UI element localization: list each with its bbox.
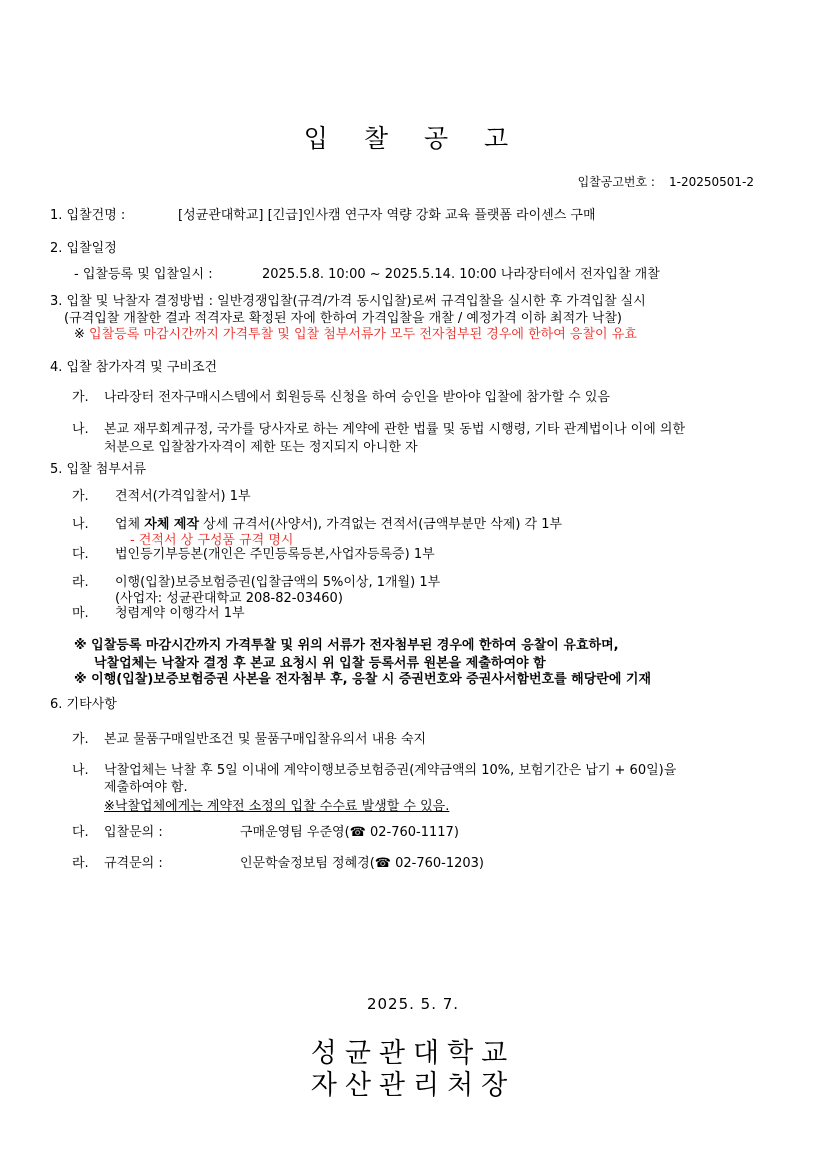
notice-number-value: 1-20250501-2 xyxy=(668,175,754,189)
section6-d-value: 인문학술정보팀 정혜경(☎ 02-760-1203) xyxy=(240,856,485,871)
section5-c-text: 법인등기부등본(개인은 주민등록등본,사업자등록증) 1부 xyxy=(115,547,435,562)
section6-b-label: 나. xyxy=(72,763,89,778)
section5-b-post: 상세 규격서(사양서), 가격없는 견적서(금액부분만 삭제) 각 1부 xyxy=(203,517,563,532)
section4-b-label: 나. xyxy=(72,422,89,437)
section6-a-text: 본교 물품구매일반조건 및 물품구매입찰유의서 내용 숙지 xyxy=(104,732,427,747)
section2-line-label: - 입찰등록 및 입찰일시 : xyxy=(74,267,213,282)
section5-b-pre: 업체 xyxy=(115,517,141,532)
section6-a-label: 가. xyxy=(72,732,89,747)
section6-b-text1: 낙찰업체는 낙찰 후 5일 이내에 계약이행보증보험증권(계약금액의 10%, 보험기간은 납기 + 60일)을 xyxy=(104,763,677,778)
note-mark: ※ xyxy=(74,327,85,342)
section3-note-text: 입찰등록 마감시간까지 가격투찰 및 입찰 첨부서류가 모두 전자첨부된 경우에 한하여 응찰이 유효 xyxy=(89,327,637,342)
section5-note2: 낙찰업체는 낙찰자 결정 후 본교 요청시 위 입찰 등록서류 원본을 제출하여야 함 xyxy=(94,656,546,671)
section3-note xyxy=(74,327,637,343)
section5-b-red-note: - 견적서 상 구성품 규격 명시 xyxy=(130,533,294,548)
section5-a-text: 견적서(가격입찰서) 1부 xyxy=(115,489,251,504)
section4-b-text2: 처분으로 입찰참가자격이 제한 또는 정지되지 아니한 자 xyxy=(104,440,418,455)
section5-b-bold: 자체 제작 xyxy=(144,517,200,532)
section4-a-text: 나라장터 전자구매시스템에서 회원등록 신청을 하여 승인을 받아야 입찰에 참가할 수 있음 xyxy=(104,390,610,405)
section5-b-text xyxy=(115,517,562,533)
section6-b-text2: 제출하여야 함. xyxy=(104,780,188,795)
section2-heading: 2. 입찰일정 xyxy=(50,241,117,256)
section5-d-text: 이행(입찰)보증보험증권(입찰금액의 5%이상, 1개월) 1부 xyxy=(115,575,441,590)
section4-a-label: 가. xyxy=(72,390,89,405)
section5-d-label: 라. xyxy=(72,575,89,590)
section5-b-label: 나. xyxy=(72,517,89,532)
document-title: 입 찰 공 고 xyxy=(303,124,523,153)
section6-c-label: 다. xyxy=(72,825,89,840)
issue-date: 2025. 5. 7. xyxy=(366,995,460,1013)
section6-heading: 6. 기타사항 xyxy=(50,697,117,712)
section5-a-label: 가. xyxy=(72,489,89,504)
section6-c-value: 구매운영팀 우준영(☎ 02-760-1117) xyxy=(240,825,459,840)
section6-d-key: 규격문의 : xyxy=(104,856,163,871)
section6-b-note: ※낙찰업체에게는 계약전 소정의 입찰 수수료 발생할 수 있음. xyxy=(104,799,450,814)
section1-value: [성균관대학교] [긴급]인사캠 연구자 역량 강화 교육 플랫폼 라이센스 구매 xyxy=(178,208,596,223)
section5-e-label: 마. xyxy=(72,606,89,621)
section2-line-value: 2025.5.8. 10:00 ~ 2025.5.14. 10:00 나라장터에서 전자입찰 개찰 xyxy=(262,267,660,282)
section4-b-text1: 본교 재무회계규정, 국가를 당사자로 하는 계약에 관한 법률 및 동법 시행령, 기타 관계법이나 이에 의한 xyxy=(104,422,685,437)
section5-d-sub: (사업자: 성균관대학교 208-82-03460) xyxy=(115,591,343,606)
section5-note3: ※ 이행(입찰)보증보험증권 사본을 전자첨부 후, 응찰 시 증권번호와 증권사서함번호를 해당란에 기재 xyxy=(74,672,652,687)
notice-number-label: 입찰공고번호 : xyxy=(577,175,655,189)
notice-number xyxy=(578,174,754,190)
section5-e-text: 청렴계약 이행각서 1부 xyxy=(115,606,245,621)
section6-c-key: 입찰문의 : xyxy=(104,825,163,840)
section1-heading: 1. 입찰건명 : xyxy=(50,208,126,223)
issuer-org-line2: 자산관리처장 xyxy=(310,1070,516,1101)
section3-line1: 3. 입찰 및 낙찰자 결정방법 : 일반경쟁입찰(규격/가격 동시입찰)로써 규격입찰을 실시한 후 가격입찰 실시 xyxy=(50,294,646,309)
section4-heading: 4. 입찰 참가자격 및 구비조건 xyxy=(50,360,218,375)
section3-line2: (규격입찰 개찰한 결과 적격자로 확정된 자에 한하여 가격입찰을 개찰 / 예정가격 이하 최적가 낙찰) xyxy=(64,311,623,326)
section6-d-label: 라. xyxy=(72,856,89,871)
section5-note1: ※ 입찰등록 마감시간까지 가격투찰 및 위의 서류가 전자첨부된 경우에 한하여 응찰이 유효하며, xyxy=(74,638,619,653)
section5-c-label: 다. xyxy=(72,547,89,562)
section5-heading: 5. 입찰 첨부서류 xyxy=(50,462,147,477)
issuer-org-line1: 성균관대학교 xyxy=(310,1038,516,1069)
